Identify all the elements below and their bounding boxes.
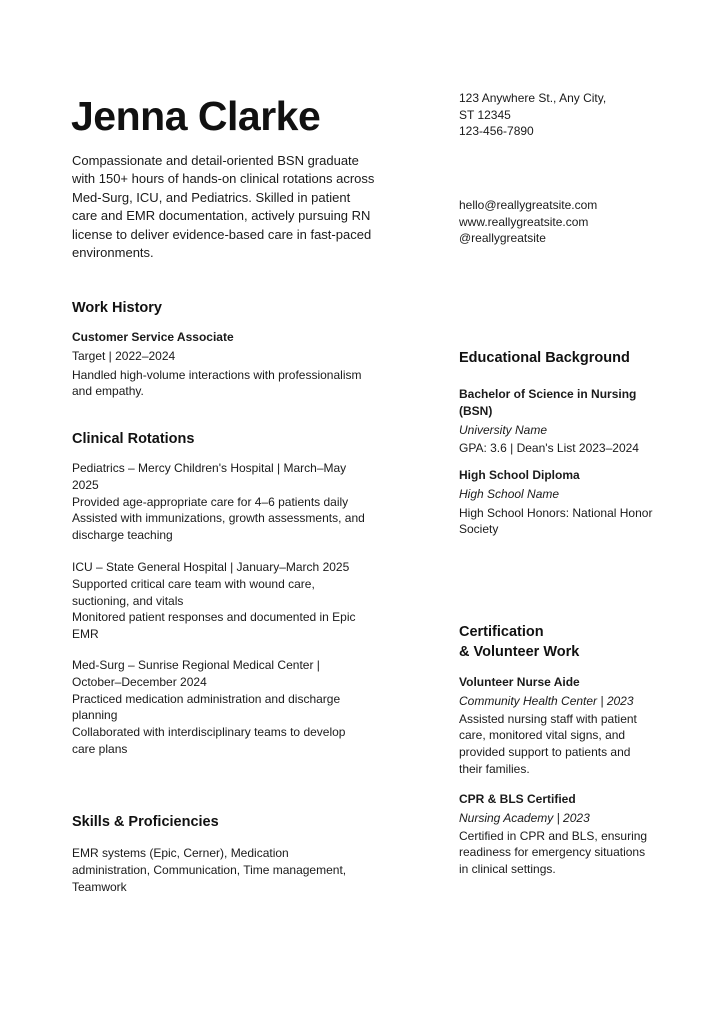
rotation-title: Med-Surg – Sunrise Regional Medical Center | October–December 2024 xyxy=(72,658,320,689)
school-name: High School Name xyxy=(459,486,560,501)
work-history-entry xyxy=(72,329,370,400)
phone-number: 123-456-7890 xyxy=(459,124,534,139)
education-item xyxy=(459,467,654,538)
job-meta: Target | 2022–2024 xyxy=(72,348,176,363)
clinical-rotations-heading: Clinical Rotations xyxy=(72,431,195,447)
certification-heading xyxy=(459,622,654,662)
website-link[interactable]: www.reallygreatsite.com xyxy=(459,214,589,229)
certification-description: Certified in CPR and BLS, ensuring readiness for emergency situations in clinical settings. xyxy=(459,828,648,877)
rotation-item xyxy=(72,657,370,758)
certification-title: CPR & BLS Certified xyxy=(459,792,576,806)
address-line-2: ST 12345 xyxy=(459,107,511,122)
certification-heading-line-1: Certification xyxy=(459,624,544,640)
education-heading: Educational Background xyxy=(459,350,630,366)
email-link[interactable]: hello@reallygreatsite.com xyxy=(459,198,598,212)
rotation-title: Pediatrics – Mercy Children's Hospital | March–May 2025 xyxy=(72,461,347,492)
certification-title: Volunteer Nurse Aide xyxy=(459,675,580,689)
rotation-point: Collaborated with interdisciplinary teams to develop care plans xyxy=(72,725,346,756)
certification-description: Assisted nursing staff with patient care, monitored vital signs, and provided support to patients and their families. xyxy=(459,711,637,776)
skills-heading: Skills & Proficiencies xyxy=(72,814,219,830)
contact-online-block xyxy=(459,197,597,247)
degree-title: High School Diploma xyxy=(459,468,580,482)
education-detail: High School Honors: National Honor Society xyxy=(459,505,653,537)
certification-org: Nursing Academy | 2023 xyxy=(459,810,590,825)
rotation-point: Monitored patient responses and documented in Epic EMR xyxy=(72,610,356,642)
rotation-point: Assisted with immunizations, growth assessments, and discharge teaching xyxy=(72,511,365,543)
education-detail: GPA: 3.6 | Dean's List 2023–2024 xyxy=(459,441,639,456)
candidate-name: Jenna Clarke xyxy=(71,93,321,139)
education-item xyxy=(459,386,654,457)
certification-item xyxy=(459,791,654,878)
rotation-point: Practiced medication administration and discharge planning xyxy=(72,691,341,723)
rotation-item xyxy=(72,460,370,544)
certification-heading-line-2: & Volunteer Work xyxy=(459,644,580,660)
contact-address-block xyxy=(459,90,606,140)
social-handle[interactable]: @reallygreatsite xyxy=(459,231,546,246)
rotation-point: Provided age-appropriate care for 4–6 patients daily xyxy=(72,494,349,509)
degree-title: Bachelor of Science in Nursing (BSN) xyxy=(459,387,637,418)
skills-list: EMR systems (Epic, Cerner), Medication administration, Communication, Time management, Teamwork xyxy=(72,846,347,894)
rotation-point: Supported critical care team with wound care, suctioning, and vitals xyxy=(72,576,315,608)
rotation-item xyxy=(72,559,370,643)
certification-item xyxy=(459,674,654,778)
job-description: Handled high-volume interactions with professionalism and empathy. xyxy=(72,367,362,399)
profile-summary: Compassionate and detail-oriented BSN graduate with 150+ hours of hands-on clinical rotations across Med-Surg, ICU, and Pediatrics. Skilled in patient care and EMR documentation, actively pursuing RN license to deliver evidence-based care in fast-paced environments. xyxy=(72,153,375,261)
certification-org: Community Health Center | 2023 xyxy=(459,693,634,708)
address-line-1: 123 Anywhere St., Any City, xyxy=(459,91,607,105)
school-name: University Name xyxy=(459,422,548,437)
job-title: Customer Service Associate xyxy=(72,330,234,344)
work-history-heading: Work History xyxy=(72,300,162,316)
rotation-title: ICU – State General Hospital | January–March 2025 xyxy=(72,560,350,574)
